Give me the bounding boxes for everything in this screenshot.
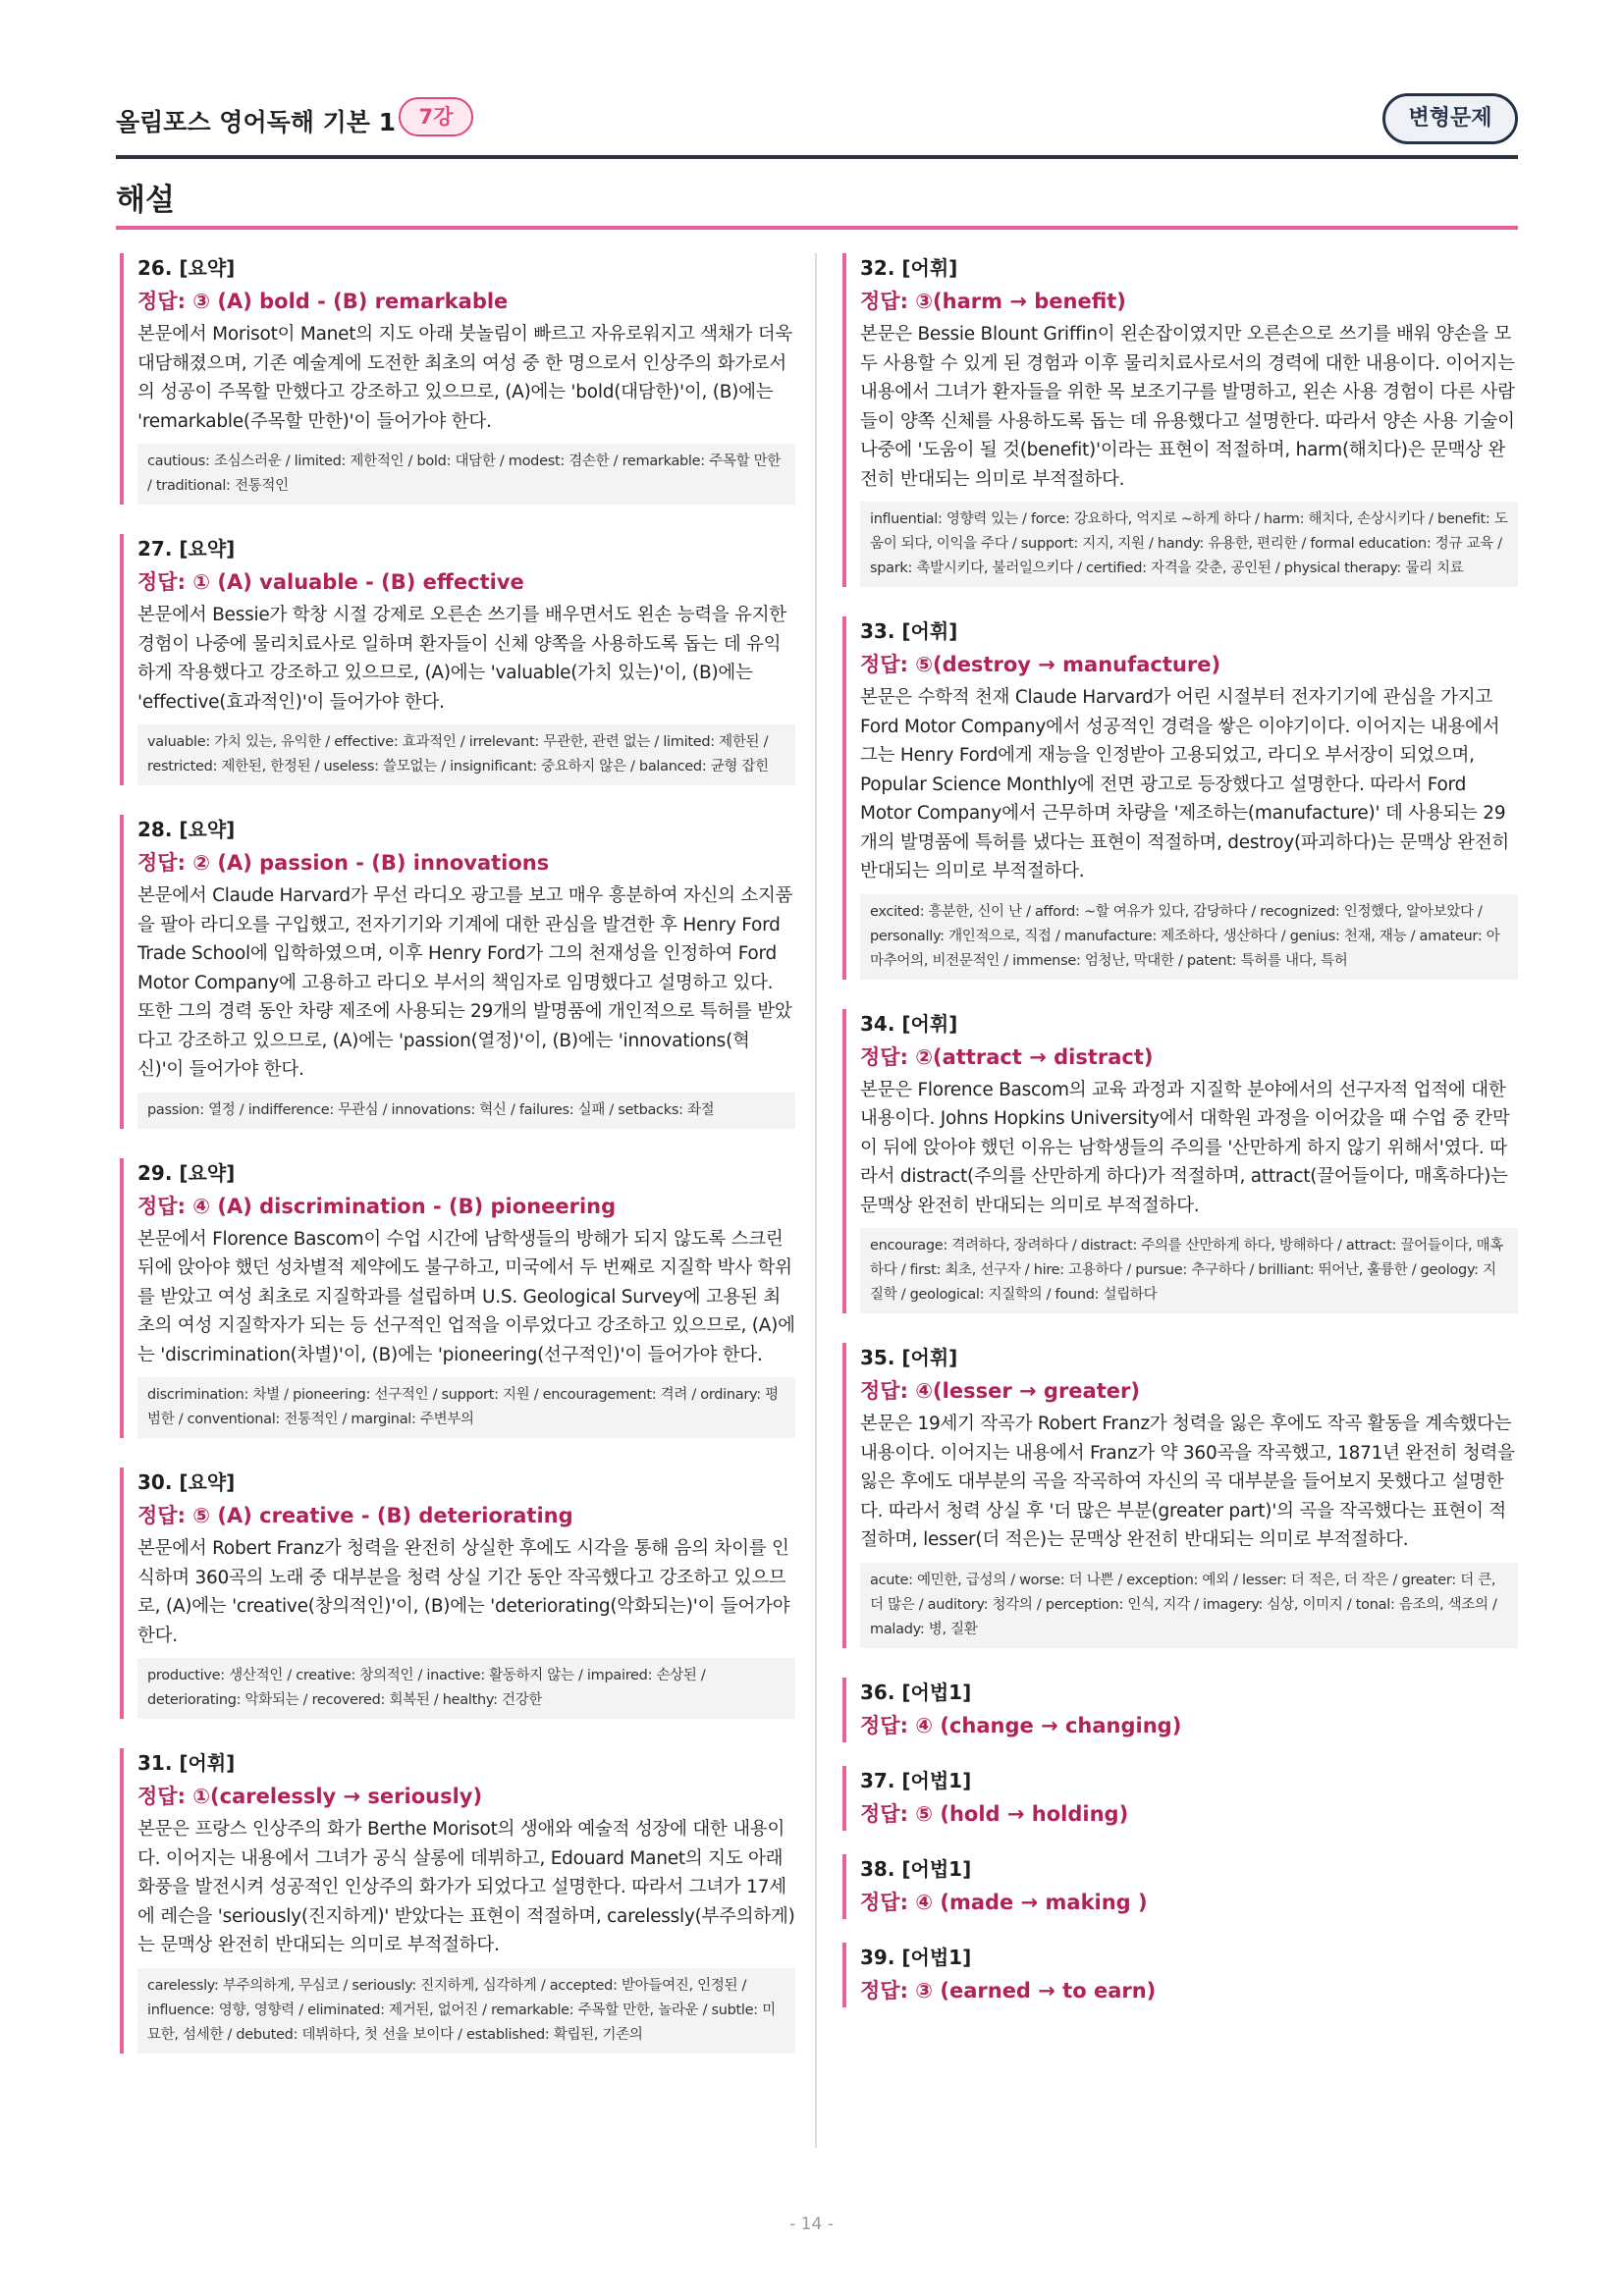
question-heading: 36. [어법1] [860,1680,972,1704]
question-block [842,1009,1518,1314]
explanation-text: 본문은 19세기 작곡가 Robert Franz가 청력을 잃은 후에도 작곡 활동을 계속했다는 내용이다. 이어지는 내용에서 Franz가 약 360곡을 작곡했고, 1871년 완전히 청력을 잃은 후에도 대부분의 곡을 작곡하여 자신의 곡 대부분을 들어보지 못했다고 설명한다. 따라서 청력 상실 후 '더 많은 부분(greater part)'의 곡을 작곡했다는 표현이 적절하며, lesser(더 적은)는 문맥상 완전히 반대되는 의미로 부적절하다. [860,1414,1515,1550]
explanation-text: 본문에서 Robert Franz가 청력을 완전히 상실한 후에도 시각을 통해 음의 차이를 인식하며 360곡의 노래 중 대부분을 청력 상실 기간 동안 작곡했다고 강조하고 있으므로, (A)에는 'creative(창의적인)'이, (B)에는 'deteriorating(악화되는)'이 들어가야 한다. [137,1538,790,1646]
vocab-box: carelessly: 부주의하게, 무심코 / seriously: 진지하게, 심각하게 / accepted: 받아들여진, 인정된 / influence: 영향, 영향력 / eliminated: 제거된, 없어진 / remarkable: 주목할 만한, 놀라운 / subtle: 미묘한, 섬세한 / debuted: 데뷔하다, 첫 선을 보이다 / established: 확립된, 기존의 [137,1968,795,2054]
page-header [116,91,1518,152]
answer-line: 정답: ① (A) valuable - (B) effective [137,570,524,594]
question-heading: 39. [어법1] [860,1945,972,1969]
explanation-text: 본문은 Bessie Blount Griffin이 왼손잡이였지만 오른손으로 쓰기를 배워 양손을 모두 사용할 수 있게 된 경험과 이후 물리치료사로서의 경력에 대한 내용이다. 이어지는 내용에서 그녀가 환자들을 위한 목 보조기구를 발명하고, 왼손 사용 경험이 다른 사람들이 양쪽 신체를 사용하도록 돕는 데 유용했다고 설명한다. 따라서 양손 사용 기술이 나중에 '도움이 될 것(benefit)'이라는 표현이 적절하며, harm(해치다)은 문맥상 완전히 반대되는 의미로 부적절하다. [860,324,1515,490]
vocab-box: valuable: 가치 있는, 유익한 / effective: 효과적인 / irrelevant: 무관한, 관련 없는 / limited: 제한된 / restricted: 제한된, 한정된 / useless: 쓸모없는 / insignificant: 중요하지 않은 / balanced: 균형 잡힌 [137,724,795,785]
question-block [120,815,795,1129]
question-heading: 34. [어휘] [860,1011,958,1036]
answer-line: 정답: ② (A) passion - (B) innovations [137,851,550,875]
answer-line: 정답: ③(harm → benefit) [860,290,1126,313]
vocab-box: influential: 영향력 있는 / force: 강요하다, 억지로 ~하게 하다 / harm: 해치다, 손상시키다 / benefit: 도움이 되다, 이익을 주다 / support: 지지, 지원 / handy: 유용한, 편리한 / formal education: 정규 교육 / spark: 촉발시키다, 불러일으키다 / certified: 자격을 갖춘, 공인된 / physical therapy: 물리 치료 [860,502,1518,587]
section-kind-badge: 변형문제 [1382,93,1518,144]
answer-line: 정답: ⑤ (A) creative - (B) deteriorating [137,1504,573,1527]
question-block [120,253,795,505]
explanation-text: 본문은 수학적 천재 Claude Harvard가 어린 시절부터 전자기기에 관심을 가지고 Ford Motor Company에서 성공적인 경력을 쌓은 이야기이다. 이어지는 내용에서 그는 Henry Ford에게 재능을 인정받아 고용되었고, 라디오 부서장이 되었으며, Popular Science Monthly에 전면 광고로 등장했다고 설명한다. 따라서 Ford Motor Company에서 근무하며 차량을 '제조하는(manufacture)' 데 사용되는 29개의 발명품에 특허를 냈다는 표현이 적절하며, destroy(파괴하다)는 문맥상 완전히 반대되는 의미로 부적절하다. [860,687,1509,881]
question-block [842,616,1518,980]
answer-line: 정답: ④ (made → making ) [860,1890,1148,1914]
answer-line: 정답: ⑤(destroy → manufacture) [860,653,1221,676]
question-heading: 28. [요약] [137,818,236,841]
explanation-text: 본문은 Florence Bascom의 교육 과정과 지질학 분야에서의 선구자적 업적에 대한 내용이다. Johns Hopkins University에서 대학원 과정을 이어갔을 때 수업 중 칸막이 뒤에 앉아야 했던 이유는 남학생들의 주의를 '산만하게 하지 않기 위해서'였다. 따라서 distract(주의를 산만하게 하다)가 적절하며, attract(끌어들이다, 매혹하다)는 문맥상 완전히 반대되는 의미로 부적절하다. [860,1079,1510,1216]
question-heading: 27. [요약] [137,537,236,561]
vocab-box: passion: 열정 / indifference: 무관심 / innovations: 혁신 / failures: 실패 / setbacks: 좌절 [137,1093,795,1129]
section-divider [116,226,1518,230]
question-block [120,1158,795,1439]
question-block [842,1766,1518,1831]
book-title: 올림포스 영어독해 기본 1 [116,108,397,136]
page-number: - 14 - [789,2215,834,2234]
question-block [842,1343,1518,1648]
right-column [842,253,1518,2031]
vocab-box: discrimination: 차별 / pioneering: 선구적인 / support: 지원 / encouragement: 격려 / ordinary: 평범한 / conventional: 전통적인 / marginal: 주변부의 [137,1377,795,1438]
lesson-badge: 7강 [399,97,473,136]
question-block [842,1678,1518,1742]
question-heading: 31. [어휘] [137,1751,236,1775]
answer-line: 정답: ②(attract → distract) [860,1044,1154,1069]
left-column [120,253,795,2083]
question-block [120,534,795,785]
question-block [842,1854,1518,1919]
vocab-box: encourage: 격려하다, 장려하다 / distract: 주의를 산만하게 하다, 방해하다 / attract: 끌어들이다, 매혹하다 / first: 최초, 선구자 / hire: 고용하다 / pursue: 추구하다 / brilliant: 뛰어난, 훌륭한 / geology: 지질학 / geological: 지질학의 / found: 설립하다 [860,1228,1518,1313]
vocab-box: cautious: 조심스러운 / limited: 제한적인 / bold: 대담한 / modest: 겸손한 / remarkable: 주목할 만한 / traditional: 전통적인 [137,444,795,505]
question-heading: 30. [요약] [137,1470,236,1494]
question-block [842,1943,1518,2007]
explanation-text: 본문에서 Bessie가 학창 시절 강제로 오른손 쓰기를 배우면서도 왼손 능력을 유지한 경험이 나중에 물리치료사로 일하며 환자들이 신체 양쪽을 사용하도록 돕는 데 유익하게 작용했다고 강조하고 있으므로, (A)에는 'valuable(가치 있는)'이, (B)에는 'effective(효과적인)'이 들어가야 한다. [137,605,786,713]
answer-line: 정답: ①(carelessly → seriously) [137,1785,483,1808]
question-heading: 26. [요약] [137,256,236,280]
question-heading: 38. [어법1] [860,1856,972,1881]
explanation-text: 본문에서 Claude Harvard가 무선 라디오 광고를 보고 매우 흥분하여 자신의 소지품을 팔아 라디오를 구입했고, 전자기기와 기계에 대한 관심을 발견한 후 Henry Ford Trade School에 입학하였으며, 이후 Henry Ford가 그의 천재성을 인정하여 Ford Motor Company에 고용하고 라디오 부서의 책임자로 임명했다고 설명하고 있다. 또한 그의 경력 동안 차량 제조에 사용되는 29개의 발명품에 개인적으로 특허를 받았다고 강조하고 있으므로, (A)에는 'passion(열정)'이, (B)에는 'innovations(혁신)'이 들어가야 한다. [137,885,793,1080]
vocab-box: productive: 생산적인 / creative: 창의적인 / inactive: 활동하지 않는 / impaired: 손상된 / deteriorating: 악화되는 / recovered: 회복된 / healthy: 건강한 [137,1658,795,1719]
explanation-text: 본문에서 Florence Bascom이 수업 시간에 남학생들의 방해가 되지 않도록 스크린 뒤에 앉아야 했던 성차별적 제약에도 불구하고, 미국에서 두 번째로 지질학 박사 학위를 받았고 여성 최초로 지질학과를 설립하며 U.S. Geological Survey에 고용된 최초의 여성 지질학자가 되는 등 선구적인 업적을 이루었다고 강조하고 있으므로, (A)에는 'discrimination(차별)'이, (B)에는 'pioneering(선구적인)'이 들어가야 한다. [137,1228,795,1365]
question-heading: 37. [어법1] [860,1768,972,1792]
question-heading: 35. [어휘] [860,1346,958,1369]
explanation-text: 본문은 프랑스 인상주의 화가 Berthe Morisot의 생애와 예술적 성장에 대한 내용이다. 이어지는 내용에서 그녀가 공식 살롱에 데뷔하고, Edouard Manet의 지도 아래 화풍을 발전시켜 성공적인 인상주의 화가가 되었다고 설명한다. 따라서 그녀가 17세에 레슨을 'seriously(진지하게)' 받았다는 표현이 적절하며, carelessly(부주의하게)는 문맥상 완전히 반대되는 의미로 부적절하다. [137,1819,795,1955]
header-divider [116,155,1518,159]
section-title: 해설 [116,183,175,218]
question-block [120,1748,795,2054]
vocab-box: excited: 흥분한, 신이 난 / afford: ~할 여유가 있다, 감당하다 / recognized: 인정했다, 알아보았다 / personally: 개인적으로, 직접 / manufacture: 제조하다, 생산하다 / genius: 천재, 재능 / amateur: 아마추어의, 비전문적인 / immense: 엄청난, 막대한 / patent: 특허를 내다, 특허 [860,894,1518,980]
question-heading: 33. [어휘] [860,619,958,643]
question-heading: 32. [어휘] [860,256,958,280]
explanation-text: 본문에서 Morisot이 Manet의 지도 아래 붓놀림이 빠르고 자유로워지고 색채가 더욱 대담해졌으며, 기존 예술계에 도전한 최초의 여성 중 한 명으로서 인상주의 화가로서의 성공이 주목할 만했다고 강조하고 있으므로, (A)에는 'bold(대담한)'이, (B)에는 'remarkable(주목할 만한)'이 들어가야 한다. [137,324,792,432]
answer-line: 정답: ④ (change → changing) [860,1713,1182,1737]
question-block [842,253,1518,587]
question-heading: 29. [요약] [137,1160,236,1185]
answer-line: 정답: ③ (earned → to earn) [860,1978,1157,2002]
column-divider [815,253,817,2148]
answer-line: 정답: ③ (A) bold - (B) remarkable [137,290,509,313]
answer-line: 정답: ④ (A) discrimination - (B) pioneering [137,1194,617,1218]
answer-line: 정답: ⑤ (hold → holding) [860,1801,1129,1826]
question-block [120,1468,795,1719]
answer-line: 정답: ④(lesser → greater) [860,1379,1140,1403]
vocab-box: acute: 예민한, 급성의 / worse: 더 나쁜 / exception: 예외 / lesser: 더 적은, 더 작은 / greater: 더 큰, 더 많은 / auditory: 청각의 / perception: 인식, 지각 / imagery: 심상, 이미지 / tonal: 음조의, 색조의 / malady: 병, 질환 [860,1563,1518,1648]
